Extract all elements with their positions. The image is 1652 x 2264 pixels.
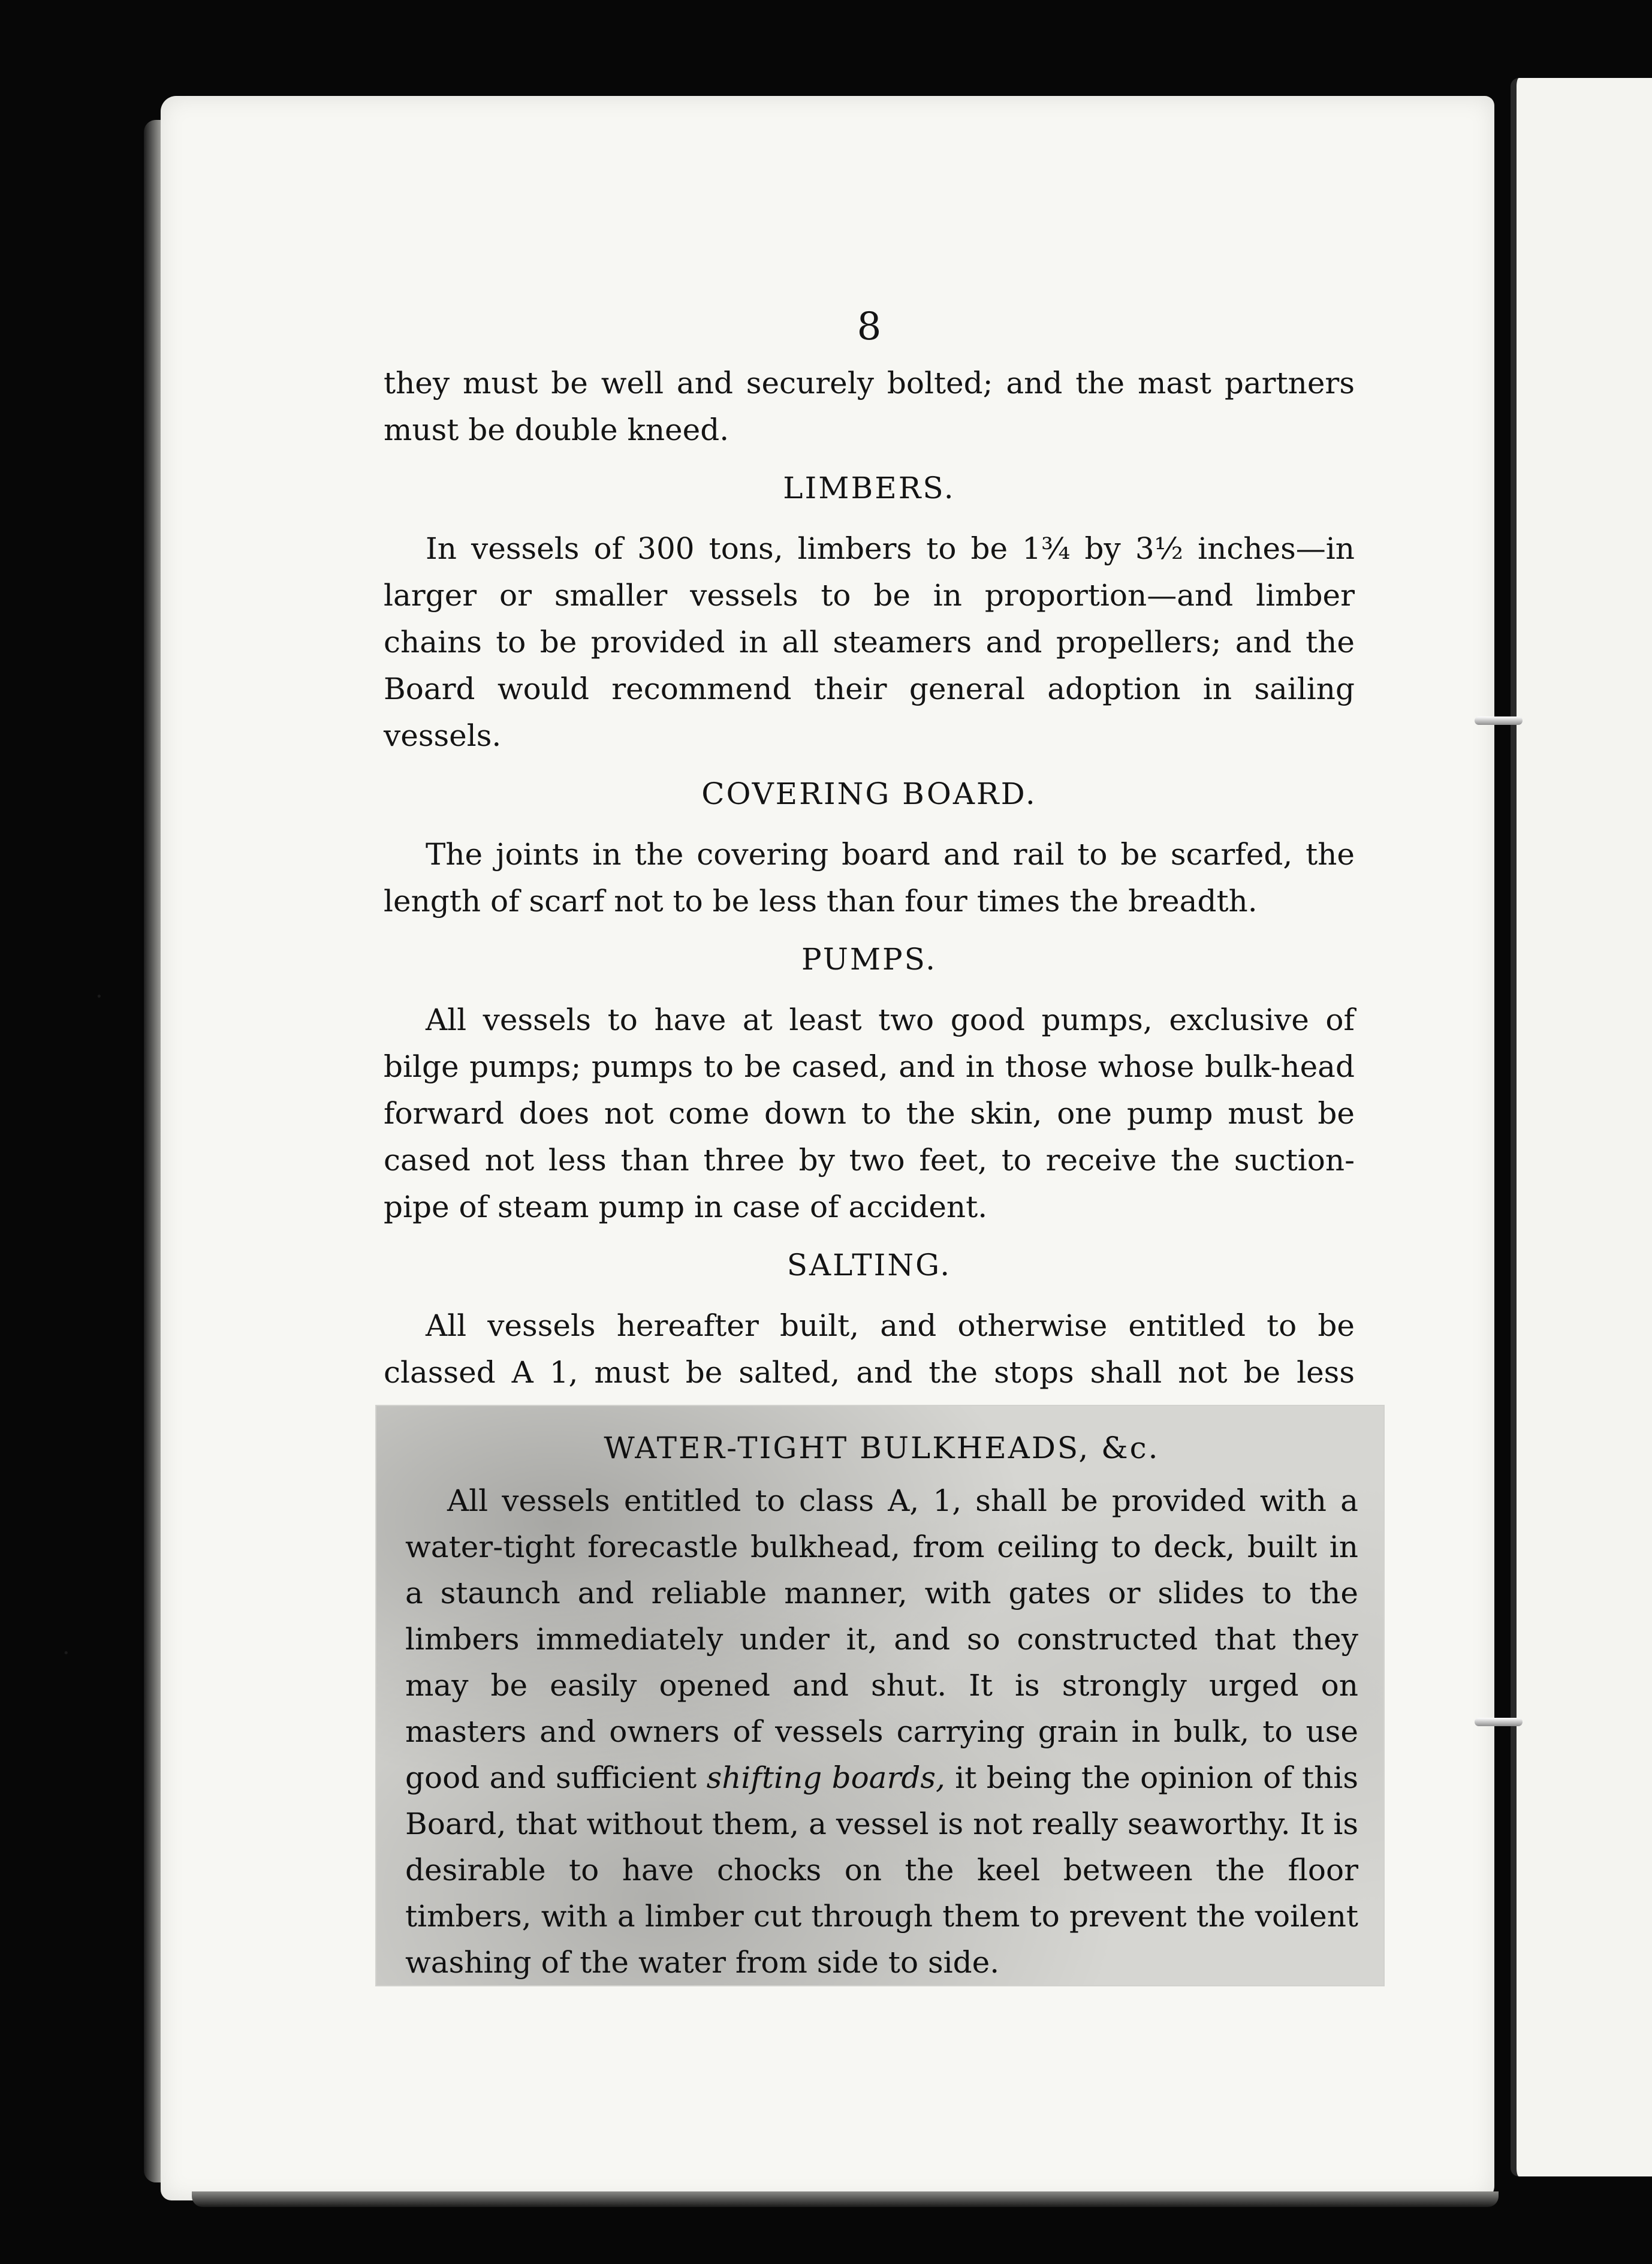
paragraph-water-tight-bulkheads — [405, 1478, 1358, 1986]
slip-text-block — [405, 1424, 1358, 1986]
slip-italic-shifting-boards: shifting boards, — [706, 1760, 945, 1795]
slip-text-part-2: it being the opinion of this Board, that without them, a vessel is not really seaworthy. It is desirable to have chocks on the keel between the floor timbers, with a limber cut through them to prevent the voilent washing of the water from side to side. — [405, 1760, 1358, 1980]
heading-salting: SALTING. — [786, 1248, 952, 1282]
paragraph-limbers: In vessels of 300 tons, limbers to be 1¾ by 3½ inches—in larger or smaller vessels to be in proportion—and limber chains to be provided in all steamers and propellers; and the Board would recommend their general adoption in sailing vessels. — [384, 531, 1355, 753]
paragraph-salting: All vessels hereafter built, and otherwise entitled to be classed A 1, must be salted, and the stops shall not be less — [384, 1308, 1355, 1390]
heading-limbers: LIMBERS. — [783, 471, 955, 505]
staple-bottom — [1475, 1718, 1523, 1726]
paragraph-covering-board: The joints in the covering board and rail to be scarfed, the length of scarf not to be less than four times the breadth. — [384, 837, 1355, 919]
page-bottom-edge — [192, 2191, 1499, 2207]
page-text-block — [384, 300, 1355, 1443]
page-number: 8 — [857, 305, 882, 349]
staple-top — [1475, 716, 1523, 725]
slip-text-part-1: All vessels entitled to class A, 1, shall be provided with a water-tight forecastle bulkhead, from ceiling to deck, built in a staunch and reliable manner, with gates or slides to the limbers immediately under it, and so constructed that they may be easily opened and shut. It is strongly urged on masters and owners of vessels carrying grain in bulk, to use good and sufficient — [405, 1483, 1358, 1795]
intro-paragraph: they must be well and securely bolted; and the mast partners must be double kneed. — [384, 366, 1355, 447]
heading-water-tight-bulkheads: WATER-TIGHT BULKHEADS, &c. — [604, 1431, 1160, 1465]
paragraph-pumps: All vessels to have at least two good pumps, exclusive of bilge pumps; pumps to be cased, and in those whose bulk-head forward does not come down to the skin, one pump must be cased not less than three by two feet, to receive the suction-pipe of steam pump in case of accident. — [384, 1002, 1355, 1224]
adjacent-page-edge — [1511, 78, 1652, 2176]
pasted-slip — [376, 1406, 1383, 1985]
heading-covering-board: COVERING BOARD. — [701, 776, 1037, 811]
heading-pumps: PUMPS. — [801, 942, 937, 977]
